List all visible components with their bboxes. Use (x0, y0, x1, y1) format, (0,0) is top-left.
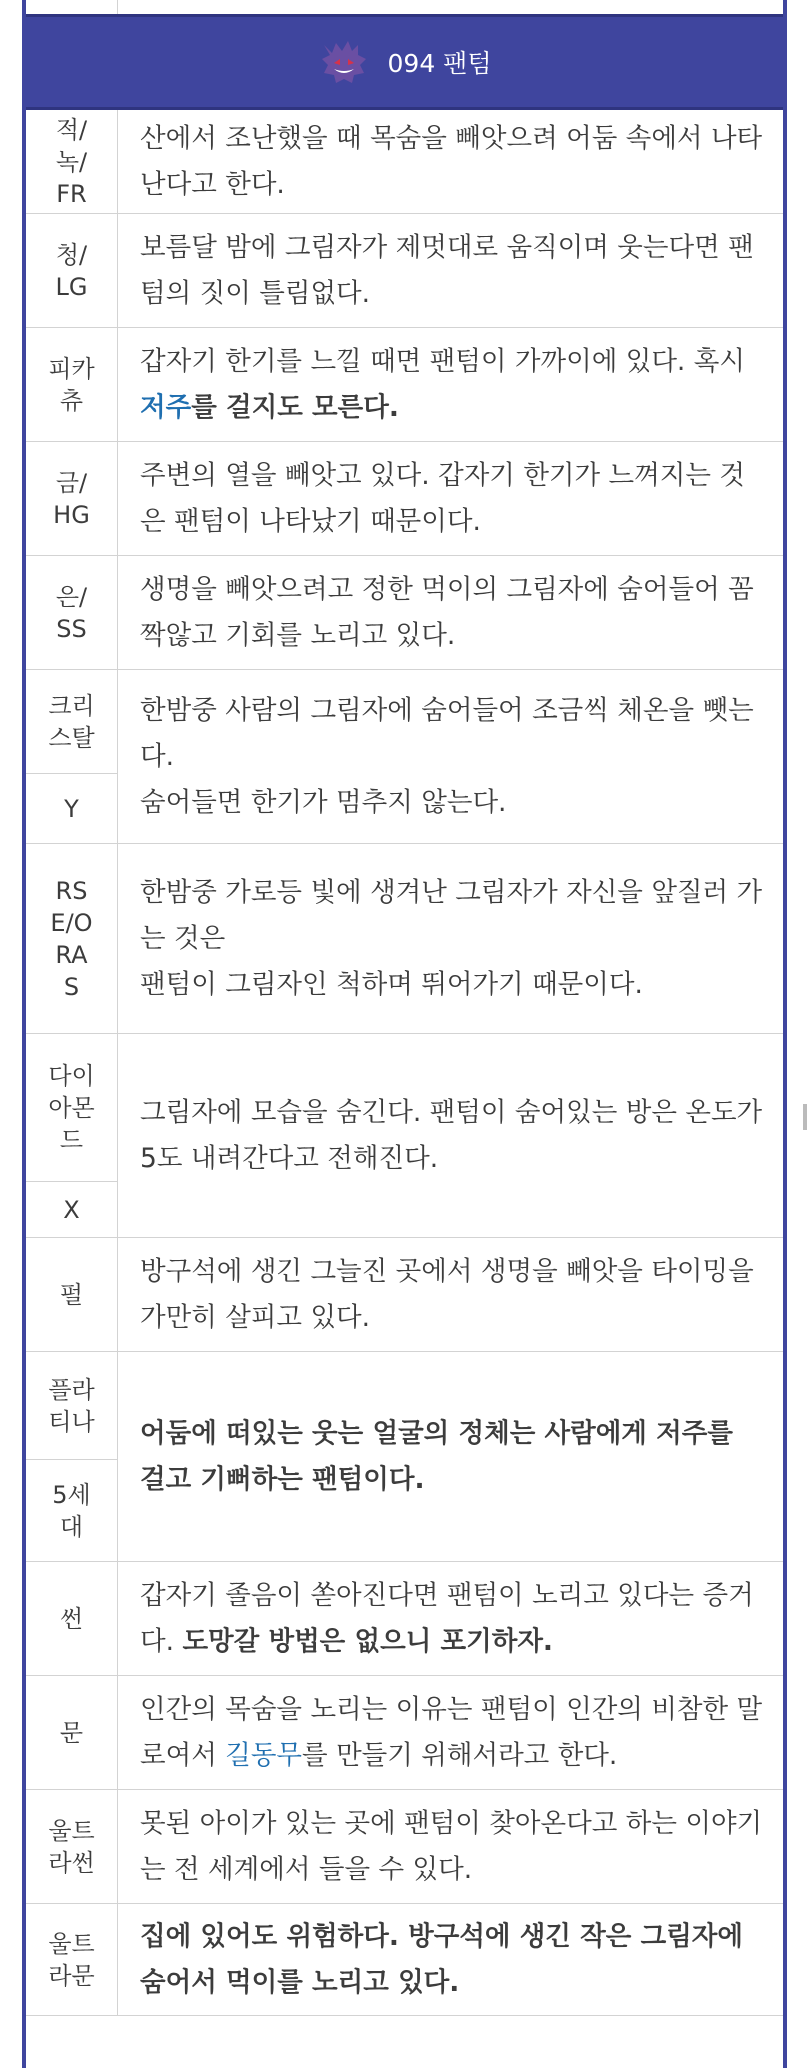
version-label-column (26, 1790, 118, 1903)
version-label-column (26, 110, 118, 213)
version-label-column (26, 556, 118, 669)
entry-text-cell (118, 328, 783, 441)
version-label: 썬 (59, 1605, 84, 1633)
text-segment: 갑자기 한기를 느낄 때면 팬텀이 가까이에 있다. 혹시 (140, 345, 745, 377)
version-label-column (26, 214, 118, 327)
version-label: 적/ 녹/ FR (55, 116, 88, 208)
table-row (26, 1562, 783, 1676)
table-row (26, 214, 783, 328)
entry-text (140, 870, 767, 1008)
version-label-column (26, 442, 118, 555)
version-label-column (26, 1904, 118, 2015)
entry-text-cell (118, 1904, 783, 2015)
version-label-column (26, 844, 118, 1033)
entry-text-cell (118, 844, 783, 1033)
version-label: X (63, 1196, 80, 1224)
text-segment: 못된 아이가 있는 곳에 팬텀이 찾아온다고 하는 이야기는 전 세계에서 들을 수 있다. (140, 1807, 763, 1885)
bold-text: 어둠에 떠있는 웃는 얼굴의 정체는 사람에게 저주를 걸고 기뻐하는 팬텀이다. (140, 1417, 733, 1495)
gengar-icon (318, 37, 370, 87)
entry-text-cell (118, 1034, 783, 1237)
entry-text (140, 1411, 767, 1503)
header-title: 094 팬텀 (387, 49, 492, 78)
version-label: 울트 라문 (48, 1930, 95, 1990)
version-label-column (26, 1034, 118, 1237)
entry-text (140, 453, 767, 545)
entry-text (140, 1249, 767, 1341)
entry-text (140, 339, 767, 431)
text-segment: 산에서 조난했을 때 목숨을 빼앗으려 어둠 속에서 나타난다고 한다. (140, 122, 763, 200)
entry-text (140, 1687, 767, 1779)
table-row (26, 844, 783, 1034)
table-row (26, 1676, 783, 1790)
text-segment: 한밤중 가로등 빛에 생겨난 그림자가 자신을 앞질러 가는 것은 팬텀이 그림자인 척하며 뛰어가기 때문이다. (140, 876, 763, 1000)
bold-text: 도망갈 방법은 없으니 포기하자. (182, 1625, 553, 1657)
previous-row-stub (26, 0, 783, 15)
entry-text-cell (118, 670, 783, 843)
table-row (26, 110, 783, 214)
text-segment: 방구석에 생긴 그늘진 곳에서 생명을 빼앗을 타이밍을 가만히 살피고 있다. (140, 1255, 754, 1333)
version-label: 문 (59, 1719, 84, 1747)
wiki-link[interactable]: 저주 (140, 391, 192, 423)
table-row (26, 1790, 783, 1904)
version-label: 펄 (59, 1281, 84, 1309)
table-row (26, 1034, 783, 1238)
table-row (26, 670, 783, 844)
text-segment: 생명을 빼앗으려고 정한 먹이의 그림자에 숨어들어 꼼짝않고 기회를 노리고 있다. (140, 573, 754, 651)
version-label: 울트 라썬 (48, 1817, 95, 1877)
version-label: 5세 대 (52, 1481, 91, 1541)
version-label: RS E/O RA S (50, 877, 93, 1001)
text-segment: 한밤중 사람의 그림자에 숨어들어 조금씩 체온을 뺏는다. 숨어들면 한기가 멈추지 않는다. (140, 694, 754, 818)
version-label: 피카 츄 (48, 355, 95, 415)
text-segment: 를 만들기 위해서라고 한다. (302, 1739, 618, 1771)
table-row (26, 1238, 783, 1352)
entry-text (140, 688, 767, 826)
entry-text (140, 225, 767, 317)
version-label: 다이 아몬 드 (26, 1034, 117, 1182)
pokedex-table (22, 0, 787, 2068)
entry-text (140, 116, 767, 208)
scroll-indicator[interactable] (803, 1104, 807, 1130)
bold-text: 집에 있어도 위험하다. 방구석에 생긴 작은 그림자에 숨어서 먹이를 노리고 있다. (140, 1920, 744, 1998)
entry-text (140, 1090, 767, 1182)
entry-text-cell (118, 556, 783, 669)
text-segment: 그림자에 모습을 숨긴다. 팬텀이 숨어있는 방은 온도가 5도 내려간다고 전해진다. (140, 1096, 763, 1174)
bold-text: 를 걸지도 모른다. (191, 391, 399, 423)
entry-text-cell (118, 1562, 783, 1675)
entry-text-cell (118, 1238, 783, 1351)
table-row (26, 1352, 783, 1562)
version-label: 청/ LG (55, 241, 88, 301)
entry-text-cell (118, 110, 783, 213)
text-segment: 갑자기 졸음이 쏟아진다면 팬텀이 노리고 있다는 증거다. (140, 1579, 754, 1657)
table-row (26, 556, 783, 670)
version-label: 은/ SS (55, 583, 88, 643)
table-row (26, 328, 783, 442)
version-label-column (26, 1238, 118, 1351)
entry-text (140, 567, 767, 659)
table-row (26, 1904, 783, 2016)
version-label-column (26, 1676, 118, 1789)
text-segment: 주변의 열을 빼앗고 있다. 갑자기 한기가 느껴지는 것은 팬텀이 나타났기 때문이다. (140, 459, 745, 537)
table-row (26, 442, 783, 556)
version-label-column (26, 1352, 118, 1561)
entry-text-cell (118, 442, 783, 555)
entry-text-cell (118, 214, 783, 327)
entry-text (140, 1914, 767, 2006)
entry-text-cell (118, 1676, 783, 1789)
version-label: Y (64, 795, 79, 823)
version-label: 크리 스탈 (26, 670, 117, 774)
version-label-column (26, 1562, 118, 1675)
version-label: 플라 티나 (26, 1352, 117, 1460)
version-label-column (26, 328, 118, 441)
wiki-link[interactable]: 길동무 (225, 1739, 303, 1771)
text-segment: 보름달 밤에 그림자가 제멋대로 움직이며 웃는다면 팬텀의 짓이 틀림없다. (140, 231, 754, 309)
entry-text (140, 1801, 767, 1893)
version-label-column (26, 670, 118, 843)
text-segment: 인간의 목숨을 노리는 이유는 팬텀이 인간의 비참한 말로여서 (140, 1693, 763, 1771)
version-label: 금/ HG (53, 469, 90, 529)
entry-text-cell (118, 1352, 783, 1561)
entry-text-cell (118, 1790, 783, 1903)
table-header (26, 14, 783, 110)
entry-text (140, 1573, 767, 1665)
